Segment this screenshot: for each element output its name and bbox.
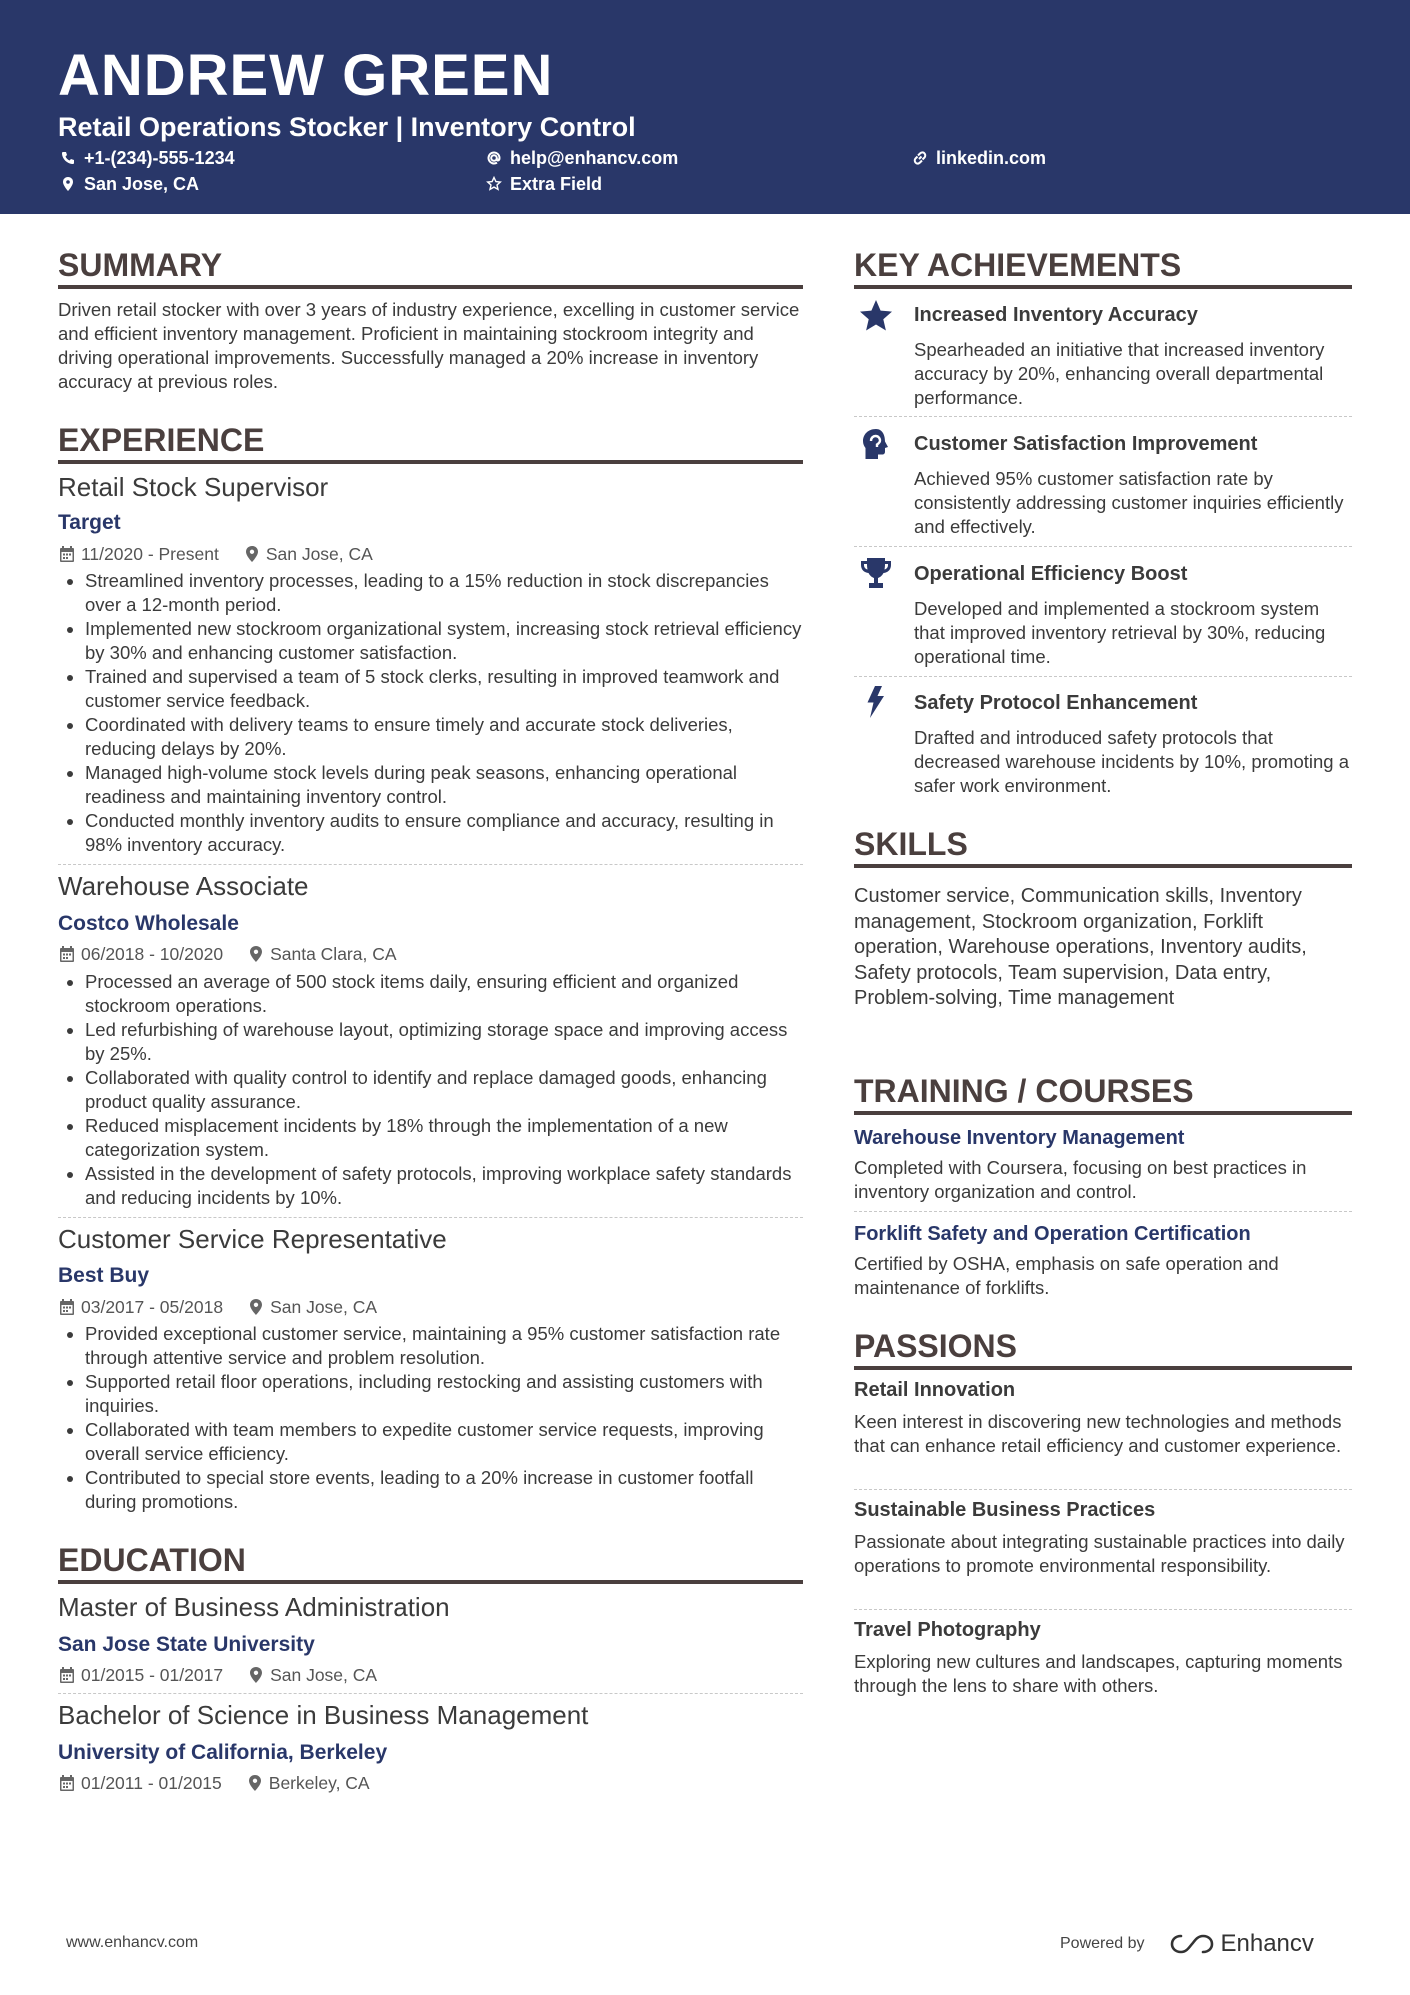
training-rule <box>854 1111 1352 1115</box>
job-title: Retail Stock Supervisor <box>58 472 329 502</box>
course-text: Certified by OSHA, emphasis on safe operation and maintenance of forklifts. <box>854 1253 1279 1298</box>
achievement-text: Drafted and introduced safety protocols that decreased warehouse incidents by 10%, promoting a safer work environment. <box>914 727 1350 796</box>
education-rule <box>58 1580 803 1584</box>
summary-heading: SUMMARY <box>58 247 223 283</box>
bullet: • Managed high-volume stock levels during peak seasons, enhancing operational readiness and maintaining inventory control. <box>85 761 805 809</box>
bullet: • Implemented new stockroom organizational system, increasing stock retrieval efficiency by 30% and enhancing customer satisfaction. <box>85 617 805 665</box>
job-meta <box>60 943 397 965</box>
passion-title: Sustainable Business Practices <box>854 1499 1156 1521</box>
bullet: • Reduced misplacement incidents by 18% through the implementation of a new categorization system. <box>85 1114 805 1162</box>
achievement-title: Safety Protocol Enhancement <box>914 692 1198 714</box>
bullet: • Led refurbishing of warehouse layout, optimizing storage space and improving access by 25%. <box>85 1018 805 1066</box>
passions-rule <box>854 1366 1352 1370</box>
enhancv-logo-text: Enhancv <box>1220 1930 1314 1957</box>
calendar-icon <box>60 946 74 962</box>
phone[interactable] <box>60 147 235 169</box>
bolt-icon <box>858 684 894 720</box>
calendar-icon <box>60 546 74 562</box>
job-title: Customer Service Representative <box>58 1224 447 1254</box>
achievements-heading: KEY ACHIEVEMENTS <box>854 247 1182 283</box>
bullet: • Contributed to special store events, leading to a 20% increase in customer footfall during promotions. <box>85 1466 805 1514</box>
location-pin-icon <box>245 546 259 562</box>
achievement-title: Operational Efficiency Boost <box>914 563 1188 585</box>
header <box>0 0 1410 214</box>
skills-rule <box>854 864 1352 868</box>
email[interactable] <box>486 147 678 169</box>
bullet: • Collaborated with team members to expedite customer service requests, improving overall service efficiency. <box>85 1418 805 1466</box>
bullet: • Coordinated with delivery teams to ensure timely and accurate stock deliveries, reducing delays by 20%. <box>85 713 805 761</box>
at-icon <box>486 150 502 166</box>
bullet: • Collaborated with quality control to identify and replace damaged goods, enhancing product quality assurance. <box>85 1066 805 1114</box>
location-pin-icon <box>248 1775 262 1791</box>
education-dates: 01/2011 - 01/2015 <box>81 1773 222 1793</box>
bullet: • Supported retail floor operations, including restocking and assisting customers with inquiries. <box>85 1370 805 1418</box>
course-text: Completed with Coursera, focusing on best practices in inventory organization and control. <box>854 1157 1307 1202</box>
linkedin-text: linkedin.com <box>936 148 1047 168</box>
passion-text: Keen interest in discovering new technologies and methods that can enhance retail efficiency and customer experience. <box>854 1411 1342 1456</box>
school-name: University of California, Berkeley <box>58 1741 388 1764</box>
degree: Master of Business Administration <box>58 1592 450 1622</box>
skills-heading: SKILLS <box>854 826 968 862</box>
job-meta <box>60 1296 377 1318</box>
location-pin-icon <box>249 946 263 962</box>
bullet: • Assisted in the development of safety protocols, improving workplace safety standards and reducing incidents by 10%. <box>85 1162 805 1210</box>
linkedin[interactable] <box>912 147 1046 169</box>
extra-field-text: Extra Field <box>510 174 603 194</box>
footer-branding <box>1060 1930 1314 1958</box>
school-name: San Jose State University <box>58 1633 315 1656</box>
location-pin-icon <box>249 1667 263 1683</box>
candidate-title: Retail Operations Stocker | Inventory Control <box>58 112 636 142</box>
divider <box>854 1489 1352 1490</box>
job-dates: 11/2020 - Present <box>81 544 219 564</box>
education-meta <box>60 1664 377 1686</box>
job-dates: 06/2018 - 10/2020 <box>81 944 224 964</box>
link-icon <box>912 150 928 166</box>
job-bullets <box>58 970 805 1210</box>
job-title: Warehouse Associate <box>58 871 309 901</box>
job-dates: 03/2017 - 05/2018 <box>81 1297 224 1317</box>
bullet: • Processed an average of 500 stock items daily, ensuring efficient and organized stockroom operations. <box>85 970 805 1018</box>
bullet: • Streamlined inventory processes, leading to a 15% reduction in stock discrepancies over a 12-month period. <box>85 569 805 617</box>
achievement-text: Developed and implemented a stockroom system that improved inventory retrieval by 30%, reducing operational time. <box>914 598 1326 667</box>
phone-text: +1-(234)-555-1234 <box>84 148 235 168</box>
company-name: Target <box>58 511 121 534</box>
location-text: San Jose, CA <box>84 174 200 194</box>
candidate-name: ANDREW GREEN <box>58 43 554 108</box>
skills-text: Customer service, Communication skills, Inventory management, Stockroom organization, Forklift operation, Warehouse operations, Inventory audits, Safety protocols, Team supervision, Data entry, Problem-solving, Time management <box>854 885 1307 1009</box>
passion-title: Retail Innovation <box>854 1379 1016 1401</box>
extra-field <box>486 173 602 195</box>
summary-rule <box>58 285 803 289</box>
education-location: San Jose, CA <box>270 1665 378 1685</box>
trophy-icon <box>858 555 894 591</box>
footer-website[interactable]: www.enhancv.com <box>66 1934 199 1951</box>
passion-text: Passionate about integrating sustainable practices into daily operations to promote environmental responsibility. <box>854 1531 1345 1576</box>
divider <box>58 1217 803 1218</box>
job-location: San Jose, CA <box>270 1297 378 1317</box>
course-title: Forklift Safety and Operation Certification <box>854 1223 1251 1245</box>
experience-heading: EXPERIENCE <box>58 422 265 458</box>
divider <box>854 1211 1352 1212</box>
location-pin-icon <box>249 1299 263 1315</box>
calendar-icon <box>60 1667 74 1683</box>
education-location: Berkeley, CA <box>268 1773 370 1793</box>
education-dates: 01/2015 - 01/2017 <box>81 1665 224 1685</box>
training-heading: TRAINING / COURSES <box>854 1073 1194 1109</box>
achievement-title: Increased Inventory Accuracy <box>914 304 1198 326</box>
phone-icon <box>60 150 76 166</box>
passion-text: Exploring new cultures and landscapes, capturing moments through the lens to share with others. <box>854 1651 1343 1696</box>
education-heading: EDUCATION <box>58 1542 246 1578</box>
divider <box>58 1693 803 1694</box>
passion-title: Travel Photography <box>854 1619 1041 1641</box>
achievement-text: Spearheaded an initiative that increased inventory accuracy by 20%, enhancing overall departmental performance. <box>914 339 1325 408</box>
job-meta <box>60 543 373 565</box>
location <box>60 173 199 195</box>
enhancv-logo-icon <box>1169 1932 1215 1956</box>
email-text: help@enhancv.com <box>510 148 679 168</box>
divider <box>854 546 1352 547</box>
education-meta <box>60 1772 370 1794</box>
bullet: • Conducted monthly inventory audits to ensure compliance and accuracy, resulting in 98% inventory accuracy. <box>85 809 805 857</box>
achievement-text: Achieved 95% customer satisfaction rate by consistently addressing customer inquiries efficiently and effectively. <box>914 468 1344 537</box>
calendar-icon <box>60 1299 74 1315</box>
divider <box>854 416 1352 417</box>
experience-rule <box>58 460 803 464</box>
bullet: • Trained and supervised a team of 5 stock clerks, resulting in improved teamwork and customer service feedback. <box>85 665 805 713</box>
job-location: Santa Clara, CA <box>270 944 397 964</box>
achievements-rule <box>854 285 1352 289</box>
divider <box>854 1609 1352 1610</box>
divider <box>58 864 803 865</box>
company-name: Best Buy <box>58 1264 150 1287</box>
company-name: Costco Wholesale <box>58 912 239 935</box>
star-outline-icon <box>486 176 502 192</box>
location-pin-icon <box>60 176 76 192</box>
calendar-icon <box>60 1775 74 1791</box>
achievement-title: Customer Satisfaction Improvement <box>914 433 1258 455</box>
job-bullets <box>58 569 805 857</box>
summary-text: Driven retail stocker with over 3 years of industry experience, excelling in customer service and efficient inventory management. Proficient in maintaining stockroom integrity and driving operational improvements. Successfully managed a 20% increase in inventory accuracy at previous roles. <box>58 299 800 392</box>
powered-by-text: Powered by <box>1060 1935 1145 1952</box>
degree: Bachelor of Science in Business Management <box>58 1700 589 1730</box>
passions-heading: PASSIONS <box>854 1328 1017 1364</box>
course-title: Warehouse Inventory Management <box>854 1127 1185 1149</box>
job-bullets <box>58 1322 805 1514</box>
head-icon <box>858 426 894 462</box>
enhancv-logo[interactable] <box>1169 1930 1314 1958</box>
job-location: San Jose, CA <box>265 544 373 564</box>
divider <box>854 676 1352 677</box>
bullet: • Provided exceptional customer service, maintaining a 95% customer satisfaction rate through attentive service and problem resolution. <box>85 1322 805 1370</box>
star-icon <box>858 298 894 334</box>
